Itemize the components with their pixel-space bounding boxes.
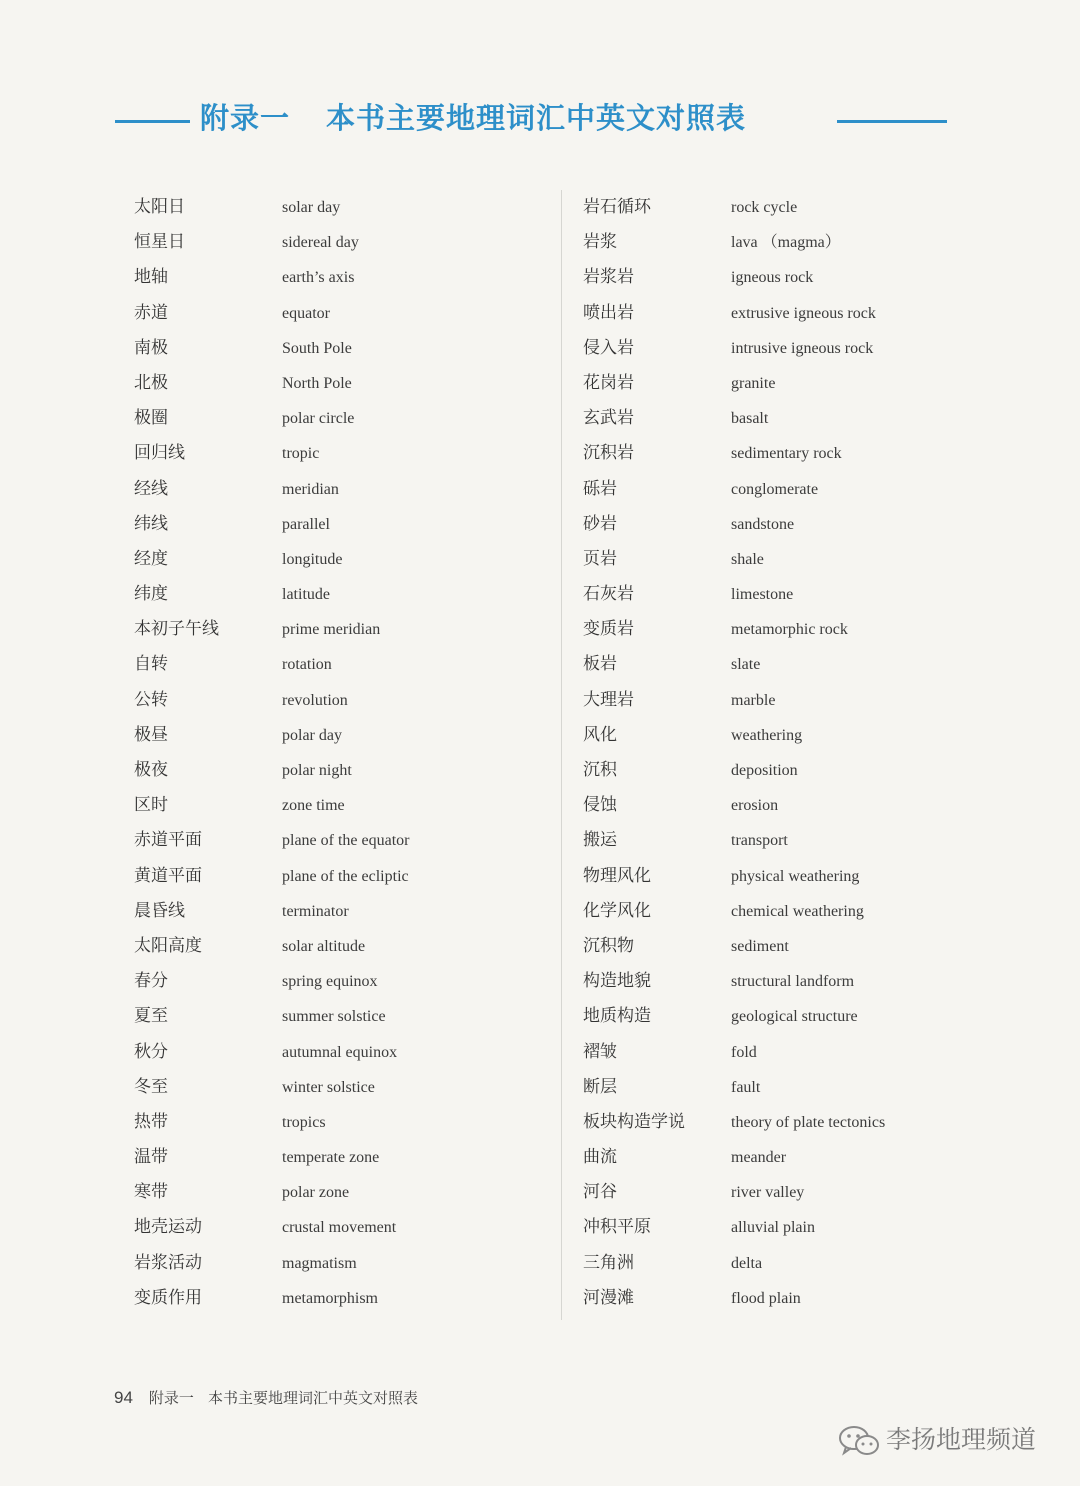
term-english: zone time bbox=[282, 797, 345, 815]
term-chinese: 寒带 bbox=[134, 1182, 168, 1203]
title-rule-right bbox=[837, 120, 947, 123]
term-english: fault bbox=[731, 1078, 761, 1096]
page-number: 94 bbox=[114, 1388, 133, 1407]
wechat-icon bbox=[838, 1425, 880, 1457]
term-english: winter solstice bbox=[282, 1078, 375, 1096]
term-chinese: 搬运 bbox=[583, 830, 617, 851]
page-title bbox=[115, 96, 947, 140]
term-english: sidereal day bbox=[282, 234, 359, 252]
term-chinese: 曲流 bbox=[583, 1147, 617, 1168]
term-english: North Pole bbox=[282, 374, 352, 392]
term-chinese: 化学风化 bbox=[583, 900, 651, 921]
term-chinese: 经线 bbox=[134, 478, 168, 499]
term-chinese: 河漫滩 bbox=[583, 1287, 634, 1308]
term-chinese: 大理岩 bbox=[583, 689, 634, 710]
term-english: river valley bbox=[731, 1184, 805, 1202]
title-label: 本书主要地理词汇中英文对照表 bbox=[326, 101, 747, 135]
term-chinese: 地轴 bbox=[134, 267, 168, 288]
term-chinese: 岩石循环 bbox=[583, 197, 651, 217]
term-english: intrusive igneous rock bbox=[731, 339, 874, 357]
term-english: autumnal equinox bbox=[282, 1043, 398, 1061]
term-chinese: 三角洲 bbox=[583, 1252, 634, 1273]
term-chinese: 变质岩 bbox=[583, 619, 634, 640]
term-english: summer solstice bbox=[282, 1008, 386, 1026]
term-chinese: 页岩 bbox=[583, 548, 617, 569]
term-english: lava （magma） bbox=[731, 234, 841, 252]
term-english: structural landform bbox=[731, 973, 855, 991]
term-english: magmatism bbox=[282, 1254, 357, 1272]
term-english: conglomerate bbox=[731, 480, 819, 498]
term-chinese: 赤道平面 bbox=[134, 830, 202, 851]
term-english: chemical weathering bbox=[731, 902, 864, 920]
term-chinese: 岩浆岩 bbox=[583, 267, 634, 288]
term-english: erosion bbox=[731, 797, 779, 815]
term-chinese: 地壳运动 bbox=[134, 1217, 202, 1238]
term-english: plane of the equator bbox=[282, 832, 410, 850]
term-chinese: 区时 bbox=[134, 795, 168, 816]
term-english: deposition bbox=[731, 762, 798, 779]
footer-section: 附录一 bbox=[148, 1389, 194, 1407]
term-english: sandstone bbox=[731, 515, 795, 533]
term-english: geological structure bbox=[731, 1008, 858, 1026]
term-english: sediment bbox=[731, 937, 789, 955]
term-chinese: 晨昏线 bbox=[134, 900, 185, 921]
term-english: polar circle bbox=[282, 410, 355, 428]
term-english: transport bbox=[731, 832, 788, 850]
term-english: equator bbox=[282, 304, 330, 322]
term-chinese: 本初子午线 bbox=[134, 619, 219, 640]
term-english: meander bbox=[731, 1149, 787, 1167]
term-chinese: 花岗岩 bbox=[583, 372, 634, 393]
term-english: metamorphic rock bbox=[731, 621, 848, 639]
term-chinese: 黄道平面 bbox=[134, 865, 202, 886]
term-english: plane of the ecliptic bbox=[282, 867, 409, 885]
term-english: delta bbox=[731, 1254, 763, 1272]
term-english: sedimentary rock bbox=[731, 445, 842, 463]
term-english: granite bbox=[731, 374, 776, 392]
term-english: alluvial plain bbox=[731, 1219, 815, 1237]
term-chinese: 极夜 bbox=[134, 760, 168, 780]
term-chinese: 北极 bbox=[134, 372, 168, 393]
term-chinese: 地质构造 bbox=[583, 1006, 651, 1027]
term-english: basalt bbox=[731, 410, 769, 428]
term-english: limestone bbox=[731, 586, 794, 604]
term-english: revolution bbox=[282, 691, 348, 709]
term-chinese: 喷出岩 bbox=[583, 302, 634, 323]
term-english: polar night bbox=[282, 762, 352, 779]
term-english: solar day bbox=[282, 199, 341, 216]
term-chinese: 冲积平原 bbox=[583, 1217, 651, 1238]
term-english: longitude bbox=[282, 550, 343, 568]
term-chinese: 物理风化 bbox=[583, 865, 651, 886]
term-english: South Pole bbox=[282, 339, 352, 357]
term-english: spring equinox bbox=[282, 973, 378, 991]
term-english: rotation bbox=[282, 656, 332, 674]
term-english: solar altitude bbox=[282, 937, 366, 955]
term-chinese: 砂岩 bbox=[583, 513, 617, 534]
term-chinese: 板岩 bbox=[583, 654, 617, 675]
term-chinese: 构造地貌 bbox=[583, 971, 651, 992]
term-english: crustal movement bbox=[282, 1219, 397, 1237]
term-chinese: 沉积物 bbox=[583, 935, 634, 956]
term-chinese: 侵入岩 bbox=[583, 337, 634, 358]
term-chinese: 太阳高度 bbox=[134, 935, 202, 956]
term-chinese: 沉积岩 bbox=[583, 443, 634, 464]
footer-title: 本书主要地理词汇中英文对照表 bbox=[207, 1389, 418, 1407]
term-english: terminator bbox=[282, 902, 349, 920]
term-english: meridian bbox=[282, 480, 339, 498]
term-chinese: 极昼 bbox=[134, 724, 168, 745]
term-chinese: 冬至 bbox=[134, 1076, 168, 1097]
term-chinese: 侵蚀 bbox=[583, 795, 617, 816]
term-chinese: 极圈 bbox=[134, 408, 168, 429]
term-chinese: 恒星日 bbox=[134, 232, 185, 253]
term-chinese: 板块构造学说 bbox=[583, 1111, 685, 1132]
page-footer bbox=[114, 1384, 418, 1412]
term-chinese: 玄武岩 bbox=[583, 408, 634, 429]
term-english: earth’s axis bbox=[282, 269, 355, 287]
title-rule-left bbox=[115, 120, 190, 123]
term-chinese: 春分 bbox=[134, 971, 168, 992]
term-english: weathering bbox=[731, 726, 803, 744]
term-chinese: 河谷 bbox=[583, 1182, 617, 1203]
term-chinese: 夏至 bbox=[134, 1006, 168, 1027]
term-chinese: 岩浆 bbox=[583, 232, 617, 253]
term-chinese: 公转 bbox=[134, 689, 168, 710]
appendix-label: 附录一 bbox=[200, 101, 291, 135]
term-english: shale bbox=[731, 550, 764, 568]
term-chinese: 秋分 bbox=[134, 1041, 168, 1062]
watermark bbox=[838, 1420, 1036, 1460]
title-text bbox=[200, 96, 746, 140]
term-english: polar zone bbox=[282, 1184, 350, 1202]
term-english: fold bbox=[731, 1043, 757, 1061]
term-chinese: 太阳日 bbox=[134, 197, 185, 217]
term-english: polar day bbox=[282, 726, 342, 744]
term-chinese: 断层 bbox=[583, 1076, 617, 1097]
term-english: tropic bbox=[282, 445, 320, 463]
term-english: theory of plate tectonics bbox=[731, 1113, 886, 1131]
term-english: temperate zone bbox=[282, 1149, 380, 1167]
term-english: physical weathering bbox=[731, 867, 860, 885]
term-chinese: 纬线 bbox=[134, 513, 168, 534]
watermark-text: 李扬地理频道 bbox=[886, 1425, 1037, 1454]
term-english: extrusive igneous rock bbox=[731, 304, 876, 322]
term-chinese: 热带 bbox=[134, 1111, 168, 1132]
column-divider bbox=[561, 190, 562, 1320]
term-english: marble bbox=[731, 691, 776, 709]
term-english: rock cycle bbox=[731, 199, 798, 216]
term-chinese: 南极 bbox=[134, 337, 168, 358]
term-chinese: 纬度 bbox=[134, 584, 168, 605]
term-chinese: 风化 bbox=[583, 724, 617, 745]
term-chinese: 沉积 bbox=[583, 760, 617, 780]
term-chinese: 褶皱 bbox=[583, 1041, 617, 1062]
term-english: slate bbox=[731, 656, 761, 674]
term-chinese: 岩浆活动 bbox=[134, 1252, 202, 1273]
term-chinese: 赤道 bbox=[134, 302, 168, 323]
term-english: latitude bbox=[282, 586, 330, 604]
term-chinese: 石灰岩 bbox=[583, 584, 634, 605]
term-chinese: 回归线 bbox=[134, 443, 185, 464]
term-chinese: 经度 bbox=[134, 548, 168, 569]
term-chinese: 变质作用 bbox=[134, 1287, 202, 1308]
term-english: metamorphism bbox=[282, 1289, 378, 1307]
term-chinese: 温带 bbox=[134, 1147, 168, 1168]
term-chinese: 自转 bbox=[134, 654, 168, 675]
term-english: tropics bbox=[282, 1113, 326, 1131]
term-chinese: 砾岩 bbox=[583, 478, 617, 499]
term-english: prime meridian bbox=[282, 621, 381, 639]
term-english: igneous rock bbox=[731, 269, 814, 287]
term-english: flood plain bbox=[731, 1289, 801, 1307]
term-english: parallel bbox=[282, 515, 330, 533]
